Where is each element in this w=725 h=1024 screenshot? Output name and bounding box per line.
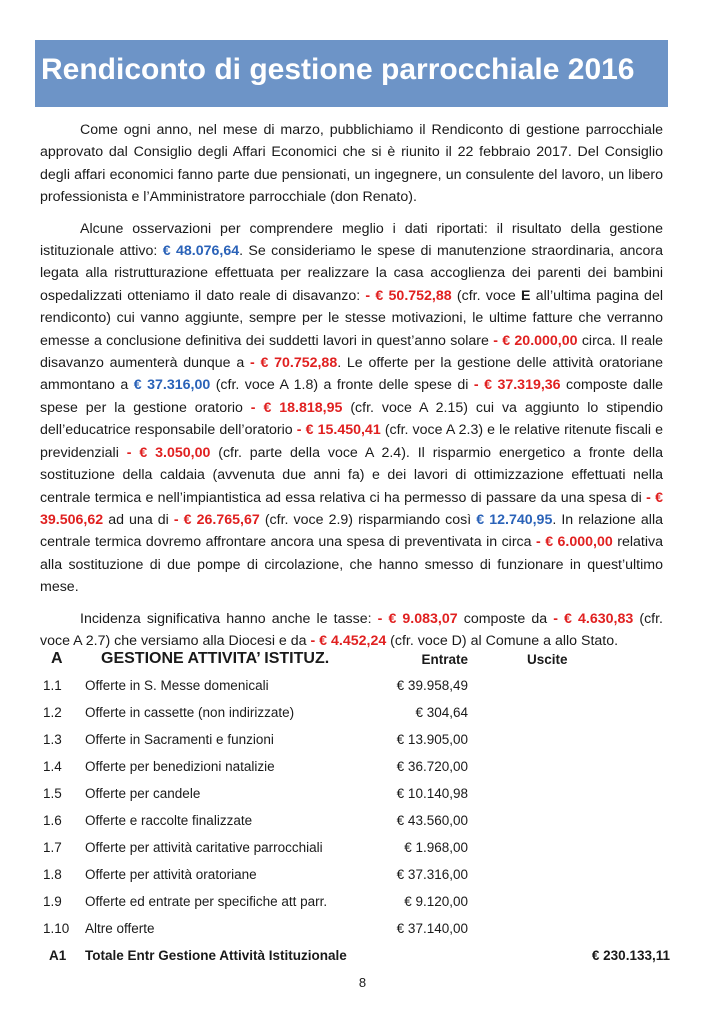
row-code: 1.3 <box>43 732 62 747</box>
table-row <box>35 781 675 808</box>
row-entrate: € 1.968,00 <box>404 840 468 855</box>
row-entrate: € 10.140,98 <box>396 786 468 801</box>
row-code: 1.7 <box>43 840 62 855</box>
row-description: Offerte per attività caritative parrocchiali <box>85 840 323 855</box>
accounts-table <box>35 646 675 970</box>
text-segment: (cfr. voce 2.9) risparmiando così <box>259 511 477 528</box>
table-row <box>35 673 675 700</box>
table-row <box>35 862 675 889</box>
amount-positive: € 12.740,95 <box>476 511 553 528</box>
row-code: 1.8 <box>43 867 62 882</box>
text-segment: composte da <box>457 610 554 627</box>
paragraph-intro <box>40 119 663 209</box>
row-entrate: € 9.120,00 <box>404 894 468 909</box>
amount-negative: - € 70.752,88 <box>249 355 338 372</box>
text-segment: (cfr. voce A 2.3) e le relative ritenute fiscali e previdenziali <box>40 422 663 461</box>
text-segment: Incidenza significativa hanno anche le tasse: <box>80 610 378 627</box>
amount-positive: € 37.316,00 <box>133 377 211 394</box>
voice-reference: E <box>521 287 531 304</box>
section-code: A <box>51 650 63 667</box>
text-segment: (cfr. parte della voce A 2.4). Il risparmio energetico a fronte della sostituzione della caldaia (avvenuta due anni fa) e dei lavori di ottimizzazione effettuati nella centrale termica e nell’impiantistica ad essa relativa ci ha permesso di passare da una spesa di <box>40 444 663 506</box>
row-entrate: € 43.560,00 <box>396 813 468 828</box>
text-segment: ad una di <box>103 511 174 528</box>
row-description: Altre offerte <box>85 921 155 936</box>
total-amount: € 230.133,11 <box>591 948 670 963</box>
row-code: 1.6 <box>43 813 62 828</box>
table-row <box>35 889 675 916</box>
paragraph-text: Come ogni anno, nel mese di marzo, pubblichiamo il Rendiconto di gestione parrocchiale approvato dal Consiglio degli Affari Economici che si è riunito il 22 febbraio 2017. Del Consiglio degli affari economici fanno parte due pensionati, un ingegnere, un consulente del lavoro, un libero professionista e l’Amministratore parrocchiale (don Renato). <box>40 122 663 206</box>
row-description: Offerte per benedizioni natalizie <box>85 759 275 774</box>
text-segment: (cfr. voce A 2.7) che versiamo alla Diocesi e da <box>40 610 663 649</box>
row-entrate: € 37.140,00 <box>396 921 468 936</box>
amount-negative: - € 20.000,00 <box>493 332 578 349</box>
row-description: Offerte in S. Messe domenicali <box>85 678 269 693</box>
text-segment: . Se consideriamo le spese di manutenzione straordinaria, ancora legata alla ristrutturazione effettuata per realizzare la casa accoglienza dei parenti dei bambini ospedalizzati otteniamo il dato reale di disavanzo: <box>40 243 664 304</box>
table-row <box>35 700 675 727</box>
row-entrate: € 304,64 <box>415 705 468 720</box>
row-code: 1.4 <box>43 759 62 774</box>
row-description: Offerte in Sacramenti e funzioni <box>85 732 274 747</box>
page-title: Rendiconto di gestione parrocchiale 2016 <box>41 53 635 86</box>
amount-negative: - € 39.506,62 <box>40 489 663 528</box>
uscite-header: Uscite <box>527 652 568 667</box>
section-title: GESTIONE ATTIVITA’ ISTITUZ. <box>101 650 330 667</box>
amount-negative: - € 4.630,83 <box>553 610 634 627</box>
row-entrate: € 37.316,00 <box>396 867 468 882</box>
row-entrate: € 36.720,00 <box>396 759 468 774</box>
table-row <box>35 727 675 754</box>
amount-positive: € 48.076,64 <box>162 243 240 260</box>
table-row <box>35 916 675 943</box>
title-banner <box>35 40 668 107</box>
row-description: Offerte in cassette (non indirizzate) <box>85 705 295 720</box>
text-segment: . Le offerte per la gestione delle attività oratoriane ammontano a <box>40 355 663 394</box>
table-row <box>35 808 675 835</box>
table-row <box>35 754 675 781</box>
amount-negative: - € 26.765,67 <box>173 511 260 528</box>
entrate-header: Entrate <box>421 652 468 667</box>
table-total-row <box>35 943 675 970</box>
text-segment: (cfr. voce A 1.8) a fronte delle spese di <box>210 377 474 394</box>
text-segment: (cfr. voce D) al Comune a allo Stato. <box>386 632 619 649</box>
total-code: A1 <box>49 948 67 963</box>
row-description: Offerte e raccolte finalizzate <box>85 813 253 828</box>
text-segment: relativa alla sostituzione di due pompe di circolazione, che hanno smesso di funzionare in quest’ultimo mese. <box>40 534 663 596</box>
table-row <box>35 835 675 862</box>
table-header <box>35 646 675 673</box>
amount-negative: - € 9.083,07 <box>377 610 458 627</box>
text-segment: Alcune osservazioni per comprendere meglio i dati riportati: il risultato della gestione istituzionale attivo: <box>40 220 663 260</box>
row-code: 1.1 <box>43 678 62 693</box>
row-code: 1.5 <box>43 786 62 801</box>
amount-negative: - € 37.319,36 <box>473 377 561 394</box>
row-description: Offerte per attività oratoriane <box>85 867 257 882</box>
amount-negative: - € 15.450,41 <box>296 422 381 439</box>
amount-negative: - € 3.050,00 <box>126 444 211 461</box>
paragraph-observations <box>40 218 663 599</box>
amount-negative: - € 6.000,00 <box>536 534 613 551</box>
text-segment: (cfr. voce A 2.15) cui va aggiunto lo stipendio dell’educatrice responsabile dell’oratorio <box>40 399 663 439</box>
text-segment: . In relazione alla centrale termica dovremo affrontare ancora una spesa di preventivata in circa <box>40 511 663 551</box>
text-segment: circa. Il reale disavanzo aumenterà dunque a <box>40 332 663 372</box>
row-code: 1.2 <box>43 705 62 720</box>
row-code: 1.10 <box>43 921 70 936</box>
row-description: Offerte per candele <box>85 786 201 801</box>
text-segment: composte dalle spese per la gestione oratorio <box>40 377 663 416</box>
row-entrate: € 13.905,00 <box>396 732 468 747</box>
amount-negative: - € 4.452,24 <box>310 632 387 649</box>
text-segment: all’ultima pagina del rendiconto) cui vanno aggiunte, sempre per le stesse motivazioni, le ultime fatture che verranno emesse a conclusione definitiva dei suddetti lavori in quest’anno solare <box>40 287 663 349</box>
amount-negative: - € 18.818,95 <box>250 399 343 416</box>
amount-negative: - € 50.752,88 <box>365 287 452 304</box>
page-number: 8 <box>358 975 367 990</box>
row-description: Offerte ed entrate per specifiche att parr. <box>85 894 328 909</box>
row-code: 1.9 <box>43 894 62 909</box>
text-segment: (cfr. voce <box>451 287 522 304</box>
row-entrate: € 39.958,49 <box>396 678 468 693</box>
body-text <box>40 119 663 661</box>
total-label: Totale Entr Gestione Attività Istituzionale <box>85 948 347 963</box>
table-body <box>35 673 675 943</box>
